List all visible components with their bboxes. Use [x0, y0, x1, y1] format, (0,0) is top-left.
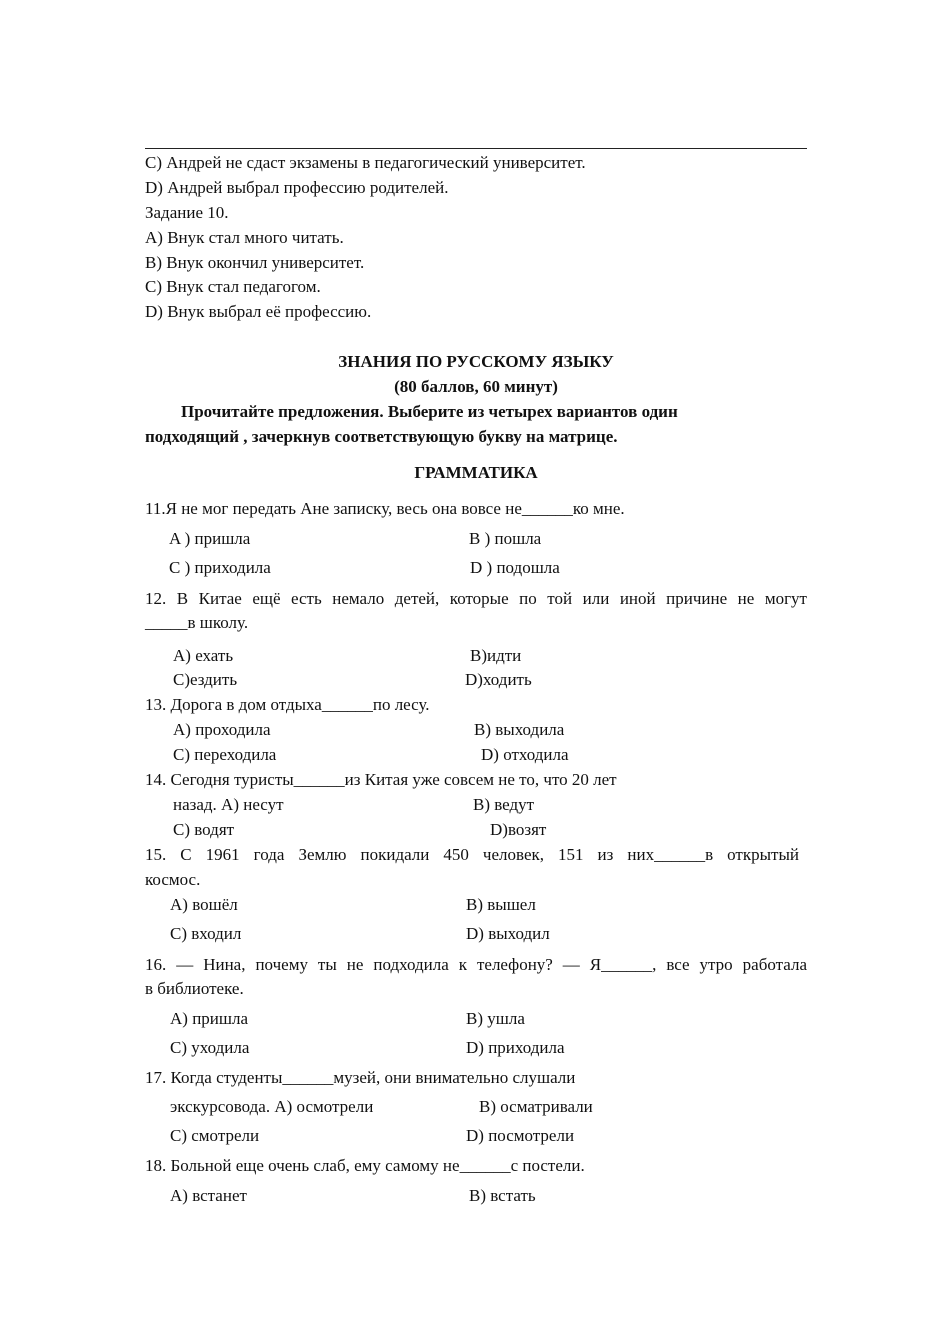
- question-18: 18. Больной еще очень слаб, ему самому не______с постели.: [145, 1156, 585, 1175]
- answer-option: A) ехать: [173, 646, 234, 665]
- question-16-line-2: в библиотеке.: [145, 979, 244, 998]
- question-15-line-1: 15. С 1961 года Землю покидали 450 человек, 151 из них______в открытый: [145, 845, 799, 864]
- question-17-line-1: 17. Когда студенты______музей, они внимательно слушали: [145, 1068, 576, 1087]
- question-12-line-1: 12. В Китае ещё есть немало детей, которые по той или иной причине не могут: [145, 589, 807, 608]
- answer-option: D) посмотрели: [466, 1126, 575, 1145]
- answer-option: C) водят: [173, 820, 235, 839]
- answer-option: D ) подошла: [470, 558, 560, 577]
- answer-option: A) вошёл: [170, 895, 238, 914]
- answer-option: A) проходила: [173, 720, 271, 739]
- question-16-line-1: 16. — Нина, почему ты не подходила к телефону? — Я______, все утро работала: [145, 955, 807, 974]
- answer-option: B) ушла: [466, 1009, 525, 1028]
- answer-option: B) ведут: [473, 795, 535, 814]
- question-11: 11.Я не мог передать Ане записку, весь она вовсе не______ко мне.: [145, 499, 625, 518]
- answer-option: C) уходила: [170, 1038, 250, 1057]
- question-12-line-2: _____в школу.: [145, 613, 249, 632]
- question-15-line-2: космос.: [145, 870, 201, 889]
- answer-option: C) смотрели: [170, 1126, 260, 1145]
- answer-option: B)идти: [470, 646, 522, 665]
- answer-option: A) пришла: [170, 1009, 249, 1028]
- option-line: D) Андрей выбрал профессию родителей.: [145, 178, 449, 197]
- grammar-title: ГРАММАТИКА: [414, 463, 538, 482]
- answer-option: B) встать: [469, 1186, 536, 1205]
- option-line: C) Внук стал педагогом.: [145, 277, 321, 296]
- answer-option: B) выходила: [474, 720, 565, 739]
- question-13: 13. Дорога в дом отдыха______по лесу.: [145, 695, 430, 714]
- option-line: C) Андрей не сдаст экзамены в педагогический университет.: [145, 153, 586, 172]
- answer-option: C) входил: [170, 924, 242, 943]
- answer-option: A ) пришла: [169, 529, 251, 548]
- answer-option: D) выходил: [466, 924, 550, 943]
- answer-option: B) осматривали: [479, 1097, 593, 1116]
- instruction-line-2: подходящий , зачеркнув соответствующую букву на матрице.: [145, 427, 618, 446]
- section-title: ЗНАНИЯ ПО РУССКОМУ ЯЗЫКУ: [338, 352, 614, 371]
- answer-option: D) приходила: [466, 1038, 565, 1057]
- answer-option: D) отходила: [481, 745, 569, 764]
- instruction-line-1: Прочитайте предложения. Выберите из четырех вариантов один: [181, 402, 678, 421]
- answer-option: C) переходила: [173, 745, 277, 764]
- answer-option: B) вышел: [466, 895, 536, 914]
- option-line: D) Внук выбрал её профессию.: [145, 302, 372, 321]
- question-17-line-2: экскурсовода. A) осмотрели: [170, 1097, 374, 1116]
- option-line: A) Внук стал много читать.: [145, 228, 344, 247]
- question-14-line-1: 14. Сегодня туристы______из Китая уже совсем не то, что 20 лет: [145, 770, 617, 789]
- answer-option: C ) приходила: [169, 558, 271, 577]
- section-subtitle: (80 баллов, 60 минут): [394, 377, 558, 396]
- answer-option: C)ездить: [173, 670, 238, 689]
- question-14-line-2: назад. A) несут: [173, 795, 284, 814]
- answer-option: A) встанет: [170, 1186, 247, 1205]
- task-heading: Задание 10.: [145, 203, 229, 222]
- horizontal-rule: [145, 148, 807, 149]
- answer-option: D)ходить: [465, 670, 532, 689]
- answer-option: B ) пошла: [469, 529, 542, 548]
- option-line: B) Внук окончил университет.: [145, 253, 365, 272]
- answer-option: D)возят: [490, 820, 547, 839]
